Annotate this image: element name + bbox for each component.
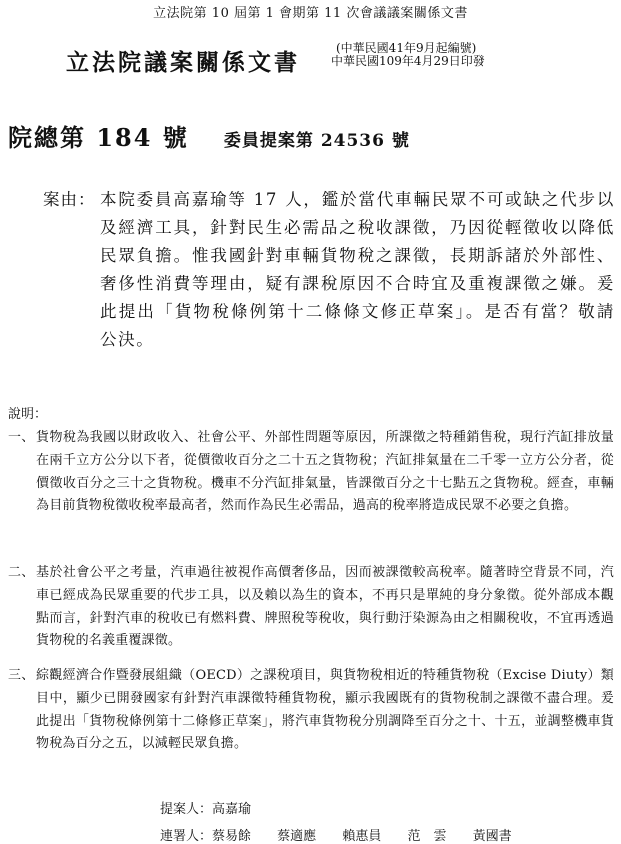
cause-label: 案由： xyxy=(43,190,96,209)
item-text: 基於社會公平之考量，汽車過往被視作高價奢侈品，因而被課徵較高稅率。隨著時空背景不同，汽車已經成為民眾重要的代步工具，以及賴以為生的資本，不再只是單純的身分象徵。從外部成本觀點而言，針對汽車的稅收已有燃料費、牌照稅等稅收，與行動汙染源為由之相關稅收，不宜再透過貨物稅的名義重覆課徵。 xyxy=(36,565,614,649)
edit-date: (中華民國41年9月起編號) xyxy=(336,41,477,55)
print-date: 中華民國109年4月29日印發 xyxy=(331,54,485,68)
member-proposal-number: 委員提案第 24536 號 xyxy=(223,131,410,151)
cosigner-name: 范 雲 xyxy=(407,829,447,844)
cosigner-label: 連署人： xyxy=(160,829,213,844)
cosigner-name: 賴惠員 xyxy=(342,829,382,844)
cosigner-name: 蔡適應 xyxy=(277,829,317,844)
item-number: 一、 xyxy=(8,430,35,445)
general-reference-number: 院總第 184 號 xyxy=(8,123,189,152)
item-number: 三、 xyxy=(8,668,35,683)
document-series-header: 立法院第 10 屆第 1 會期第 11 次會議議案關係文書 xyxy=(153,6,468,21)
explanation-item xyxy=(8,427,614,518)
reference-numbers xyxy=(8,118,621,153)
item-text: 貨物稅為我國以財政收入、社會公平、外部性問題等原因，所課徵之特種銷售稅，現行汽缸排放量在兩千立方公分以下者，從價徵收百分之二十五之貨物稅；汽缸排氣量在二千零一立方公分者，從價徵收百分之三十之貨物稅。機車不分汽缸排氣量，皆課徵百分之十七點五之貨物稅。經查，車輛為目前貨物稅徵收稅率最高者，然而作為民生必需品，過高的稅率將造成民眾不必要之負擔。 xyxy=(36,430,614,514)
item-number: 二、 xyxy=(8,565,35,580)
proposer-line xyxy=(160,798,251,817)
cosigner-name: 黃國書 xyxy=(472,829,512,844)
explanation-item xyxy=(8,665,614,756)
cosigner-name: 蔡易餘 xyxy=(212,829,252,844)
cause-text: 本院委員高嘉瑜等 17 人，鑑於當代車輛民眾不可或缺之代步以及經濟工具，針對民生必需品之稅收課徵，乃因從輕徵收以降低民眾負擔。惟我國針對車輛貨物稅之課徵，長期訴諸於外部性、奢侈性消費等理由，疑有課稅原因不合時宜及重複課徵之嫌。爰此提出「貨物稅條例第十二條條文修正草案」。是否有當？敬請公決。 xyxy=(100,190,615,349)
explanation-label: 說明： xyxy=(8,407,48,422)
document-title: 立法院議案關係文書 xyxy=(66,49,300,76)
explanation-item xyxy=(8,562,614,653)
item-text: 綜觀經濟合作暨發展組織（OECD）之課稅項目，與貨物稅相近的特種貨物稅（Excise Diuty）類目中，顯少已開發國家有針對汽車課徵特種貨物稅，顯示我國既有的貨物稅制之課徵不盡合理。爰此提出「貨物稅條例第十二條修正草案」，將汽車貨物稅分別調降至百分之十、十五，並調整機車貨物稅為百分之五，以減輕民眾負擔。 xyxy=(36,668,614,752)
proposer-name: 高嘉瑜 xyxy=(212,802,252,817)
document-dates xyxy=(331,41,485,68)
proposer-label: 提案人： xyxy=(160,802,213,817)
cosigner-line xyxy=(160,825,512,844)
